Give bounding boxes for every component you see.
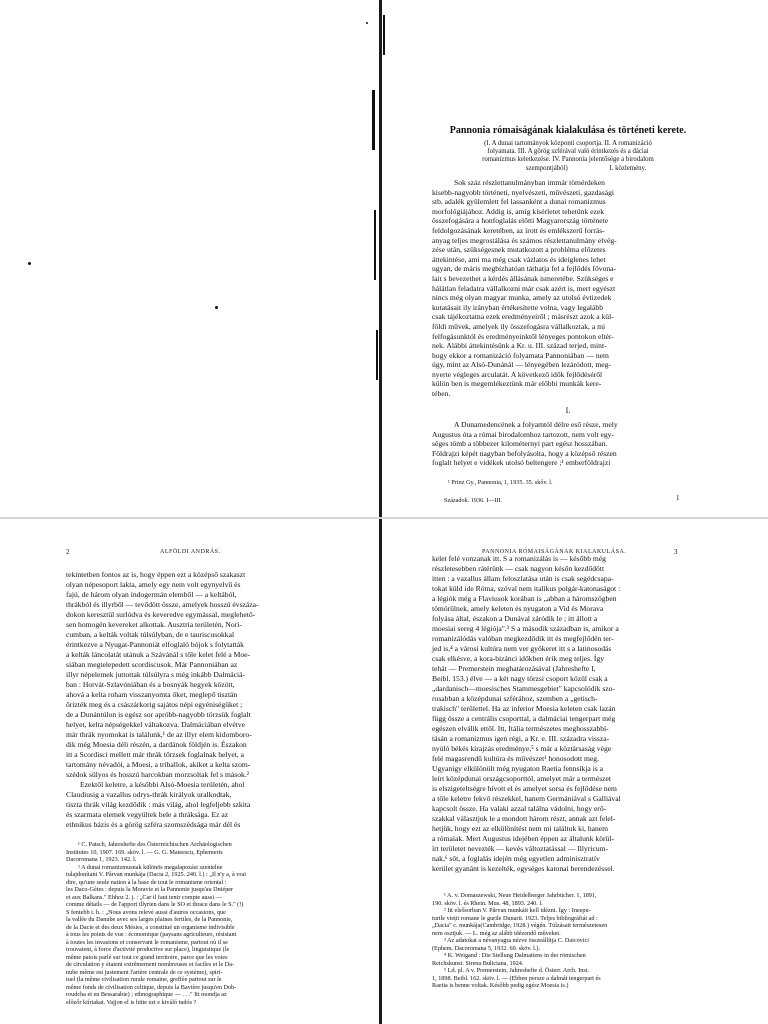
footnote-line: tulajdonítani V. Pârvan munkája (Dacia 2, 1925. 240. l.) : „Il n'y a, à vrai [66, 871, 246, 878]
text-line: olyan népesoport lakta, amely egy nem volt egynyelvű és [66, 580, 241, 589]
text-line: fajú, de három olyan indogermán elemből — a keltából, [66, 590, 237, 599]
text-line: tartomány névadói, a Moesi, a triballok, akiket a kelta szom- [66, 760, 251, 769]
footnote-line: nube même est justement l'artère centrale de ce système), spiri- [66, 968, 223, 976]
text-line: külön ben is megemlékeztünk már előbbi munkák kere- [432, 379, 602, 389]
text-line: földi művek, amelyek ily összefogásra vállalkoztak, a mi [432, 321, 606, 331]
text-line: egészen elválik ettől. Itt, Itália természetes meghosszabbí- [432, 724, 609, 733]
text-line: thrákból és illyrből — tevődött össze, amelyek hosszú évszáza- [66, 600, 259, 609]
subtitle-line: romanizmus keletkezése. IV. Pannonia jelentősége a birodalom [482, 156, 654, 164]
text-line: siában megtelepedett scordiscusok. Már Pannoniában az [66, 660, 238, 669]
article-subtitle [432, 140, 704, 173]
footnote-line: ¹ C. Patsch, Jahreshefte des Österreichischen Archäologischen [78, 841, 232, 848]
text-line: a tőle keletre fekvő részekkel, hanem Germániával s Galliával [432, 794, 621, 803]
text-line: kelet felé vonzanak itt. S a romanizálás is — később még [432, 554, 606, 563]
footnote-line: les Daco-Gètes : depuis la Moravie et la Pannonie jusqu'au Dniéper [66, 886, 234, 893]
text-line: dokon keresztül surlódva és keveredve egymással, meglehető- [66, 610, 256, 619]
text-line: leírt középdunai országcsoporttól, amelyet már a természet [432, 774, 612, 783]
text-line: ugyan, de máris megbízhatóan tárhatja fel a fejlődés fővona- [432, 264, 617, 274]
text-line: itt a Scordisci mellett már thrák törzsek foglalnak helyet, a [66, 750, 244, 759]
footnote-line: dire, qu'une seule nation à la base de tout le romanisme oriental : [66, 878, 227, 886]
text-line: tásán a romanizmus igen régi, a Kr. e. III. századra vissza- [432, 734, 610, 743]
text-line: Sok száz részlettanulmányban immár tömérdeken [454, 178, 605, 187]
text-line: csak elkésve, a kora-bizánci időkben érik meg teljes. Így [432, 654, 605, 663]
text-line: feldolgozásának keretében, az írott és emlékszerű forrás- [432, 225, 605, 235]
body-text [66, 570, 368, 830]
page-number: 2 [66, 548, 70, 556]
section-paragraph [432, 420, 704, 468]
footnote-line: 190. sköv. l. és Rhein. Mus. 48, 1893. 240. l. [432, 899, 543, 907]
text-line: moesiai sereg 4 légiója".³ S a második században is, amikor a [432, 624, 619, 633]
text-line: stb. adalék gyülemlett fel lassanként a dunai romanizmus [432, 197, 606, 207]
text-line: Ugyanígy elkülönült még nyugaton Raetia fennsíkja is a [432, 764, 604, 773]
text-line: is elszigeteltségre hívott el és amelyet sorsa és fejlődése nem [432, 784, 617, 793]
text-line: kerület gyanánt is kezelték, egységes katonai berendezéssel. [432, 864, 615, 873]
text-line: Augustus óta a római birodalomhoz tartozott, nem volt egy- [432, 429, 614, 439]
text-line: helyet, kelta népségekkel váltakozva. Dalmáciában elvétve [66, 720, 246, 729]
text-line: cumban, a kelták voltak túlsúlyban, de e tauriscusokkal [66, 630, 235, 639]
text-line: jed is,⁴ a városi kultúra nem ver gyökeret itt s a latinosodás [432, 644, 612, 653]
page-three [384, 518, 768, 1024]
scan-speck [366, 22, 368, 24]
text-line: csak tájékoztatna ezek eredményeiről ; másrészt azok a kül- [432, 312, 614, 322]
text-line: Ezektől keletre, a későbbi Alsó-Moesia területén, ahol [80, 780, 245, 789]
text-line: őrizték meg és a császárkorig sajátos népi egyéniségüket ; [66, 700, 243, 709]
footnotes [432, 892, 732, 990]
text-line: folyása által, északon a Dunával záródik le ; itt állott a [432, 614, 598, 623]
footnote-line: de circulation y étaient extrêmement nombreuses et faciles et le Da- [66, 961, 235, 968]
subtitle-line: szempontjából) [525, 164, 568, 172]
running-header: ALFÖLDI ANDRÁS. [160, 549, 221, 555]
text-line: „dardanisch—moesisches Stammesgebiet" kapcsolódik szo- [432, 684, 615, 693]
footnote-line: la vallée du Danube avec ses larges plaines fertiles, de la Pannonie, [66, 916, 233, 923]
scan-speck [28, 262, 31, 265]
text-line: ahová a kelta roham visszanyomta őket, meglepő tisztán [66, 690, 238, 699]
text-line: írt területet nevezték — kevés változtatással — Illyricum- [432, 844, 609, 853]
text-line: a légiók még a Flaviusok korában is „abban a háromszögben [432, 594, 617, 603]
text-line: tömörülnek, amely keleten és nyugaton a Vid és Morava [432, 604, 604, 613]
intro-paragraph [432, 178, 704, 399]
page-two [0, 518, 384, 1024]
text-line: dik még Moesia déli részén, a dardánok földjén is. Északon [66, 740, 247, 749]
text-line: foglalt helyet e vidékek utolsó beltengere ;¹ emberföldrajzi [432, 458, 611, 468]
subtitle-line: folyamata. III. A görög szférával való érintkezés és a dáciai [487, 148, 649, 156]
text-line: hogy ekkor a romanizáció folyamata Pannoniában — nem [432, 350, 609, 360]
footnote-line: comme détails — de l'apport illyrien dans le SO et thrace dans le S." (!) [66, 901, 244, 908]
text-line: anyag teljes megrostálása és számos részlettanulmány elvég- [432, 235, 617, 245]
text-line: úgy, mint az Alsó-Dunánál — lényegében lezáródott, meg- [432, 360, 611, 370]
text-line: Földrajzi képét nagyban befolyásolta, hogy a középső részen [432, 448, 617, 458]
page-divider [0, 517, 768, 519]
text-line: tében. [432, 389, 451, 399]
text-line: morfológiájához. Addig is, amíg kísérletet tehetünk ezek [432, 206, 605, 216]
footnote-line: et aux Balkans." Ehhoz 2. j. : „Car il faut tenir compte aussi — [66, 893, 222, 901]
footnote-line: trouvaient, à force d'activité productive sur place), linguistique (le [66, 946, 230, 953]
footnote-line: ⁵ Ld. pl. A v. Premerstein, Jahreshefte d. Österr. Arch. Inst. [444, 967, 590, 974]
scan-streak [376, 330, 378, 380]
text-line: részletesebben rátérünk — csak nagyon későn kezdődött [432, 564, 605, 573]
text-line: kisebb-nagyobb történeti, nyelvészeti, művészeti, gazdasági [432, 187, 614, 197]
text-line: Beibl. 153.) élve — a két nagy törzsi csoport közül csak a [432, 674, 608, 683]
footnote-line: Dacoromana 1, 1923. 142. l. [66, 856, 137, 863]
section-numeral: I. [565, 406, 571, 415]
footnote-line: Reichskunst. Strena Buliciana, 1924. [432, 959, 524, 967]
text-line: rosabban a középdunai szférához, szemben a „getisch- [432, 694, 598, 703]
text-line: a kelták láncolatát utánuk a Szávánál s tőle kelet felé a Moe- [66, 650, 251, 659]
text-line: kapcsolt össze. Ha valaki azzal találna vádolni, hogy erő- [432, 804, 607, 813]
text-line: illyr népelemek juttottak túlsúlyra s még inkább Dalmáciá- [66, 670, 246, 679]
page-number: 3 [674, 548, 678, 556]
footnote-line: turile vieții romane le gurile Dunarii. 1923. Teljes bibliográfiát ad : [432, 914, 598, 922]
footnote-line: à tous les points de vue : économique (paysans agriculteurs, résistant [66, 931, 237, 938]
footnote-line: même fonds de civilisation celtique, depuis la Bavière jusqu'en Dob- [66, 983, 237, 991]
footnote-line: előzőr kiírtakat. Vajjon el is hitte ezt e kiváló tudós ? [66, 998, 197, 1006]
text-line: nincs még olyan magyar munka, amely az utolsó évtizedek [432, 293, 612, 303]
text-line: a rómaiak. Mert Augustus idejében éppen az általunk körül- [432, 834, 614, 843]
text-line: tekintetben fontos az is, hogy éppen ezt a középső szakaszt [66, 570, 246, 579]
article-title: Pannonia rómaiságának kialakulása és történeti kerete. [449, 125, 687, 136]
text-line: tiszta thrák világ kezdődik : más világ, ahol legfeljebb szkita [66, 800, 251, 809]
footnote-line: (Ephem. Dacoromana 5, 1932. 60. sköv. l.). [432, 944, 541, 952]
text-line: már thrák nyomokat is találunk,¹ de az illyr elem kidomboro- [66, 730, 252, 739]
text-line: felé magasrendű kultúra és művészet¹ honosodott meg. [432, 754, 599, 763]
text-line: kutatásait ily irányban értékesítette volna, vagy legalább [432, 302, 604, 312]
text-line: áttekintése, ami ma még csak vázlatos és ideiglenes lehet [432, 254, 606, 264]
footnote-line: 1, 1898. Beibl. 162. sköv. l. — (Ebben persze a dalmát tengerpart és [432, 974, 601, 982]
footnote-line: ³ Az adatokat a névanyagra nézve összeállítja C. Daicovici [444, 937, 589, 944]
page-number: 1 [676, 494, 680, 502]
text-line: hálátlan feladatra vállalkozni már csak azért is, mert egyészt [432, 283, 616, 293]
footnote: ¹ Prinz Gy., Pannonia, 1, 1935. 35. skőv. l. [448, 479, 553, 486]
text-line: ethnikus bázis és a görög szféra szomszédsága már dél és [66, 820, 241, 829]
text-line: szédok sülyos és hosszú harcokban morzsoltak fel s mások.² [66, 770, 250, 779]
footnote-line: roudcha et en Bessarabie) ; ethnographique — . . ." Itt mondja az [66, 991, 227, 998]
footnote-line: ¹ A. v. Domaszewski, Neue Heidelberger Jahrbücher. 1, 1891, [444, 892, 597, 899]
text-line: ban : Horvát-Szlavóniában és a bosnyák hegyek között, [66, 680, 235, 689]
body-text [432, 554, 732, 874]
footnote-line: S fentebb i. h. : „Nous avons relevé aussi d'autres occasions, que [66, 908, 226, 916]
text-line: A Dunamedencének a folyamtól délre eső része, mely [454, 420, 618, 429]
footnote-line: Institutes 10, 1907. 169. sköv. l. — G. G. Mateescu, Ephemeris [66, 848, 223, 856]
text-line: függ össze a centrális csoporttal, a dalmáciai tengerpart még [432, 714, 616, 723]
text-line: összefogására a honfoglalás előtti Magyarország története [432, 216, 609, 226]
footnote-line: ² Itt elsősorban V. Pârvan munkáit kell idézni. Így : Ineepu- [444, 907, 591, 914]
footnote-line: à toutes les invasions et conservant le romanisme, partout où il se [66, 938, 228, 946]
scan-speck [215, 306, 218, 309]
scan-streak [372, 90, 375, 150]
text-line: nyerte végleges arculatát. A következő idők fejlődéséről [432, 369, 603, 379]
footnote-line: ² A dunai romanizmusnak különös megalapozást szentelne [78, 863, 223, 871]
footnotes [66, 841, 368, 1006]
text-line: lait s bevezethet a kérdés állásának ismeretébe. Szükséges e [432, 273, 614, 283]
footnote-line: Raetia is benne voltak. Később pedig egész Moesia is.) [432, 982, 569, 989]
footnote-line: de la Dacie et des deux Mésies, a constitué un organisme indivisible [66, 923, 235, 931]
text-line: romanizálódás valóban megkezdődik itt és megfejlődén ter- [432, 634, 614, 643]
installment-label: I. közlemény. [609, 164, 647, 172]
text-line: felfogásunktól és eredményeinktől lényeges pontokon eltér- [432, 331, 614, 341]
text-line: érintkezve a Nyugat-Pannoniát elfoglaló bójok s folytatták [66, 640, 244, 649]
text-line: séges tömb a többezer kilométernyi part egész hosszában. [432, 439, 608, 449]
text-line: de a Dunántúlon is egész sor apróbb-nagyobb törzsük foglalt [66, 710, 251, 719]
text-line: nak,⁶ sőt, a foglalás idején még egyetlen adminisztratív [432, 854, 600, 863]
subtitle-line: (I. A dunai tartományok központi csoportja. II. A romanizáció [484, 140, 652, 147]
footnote-line: ⁴ K. Weigand : Die Stellung Dalmatiens in der römischen [444, 952, 586, 959]
text-line: nek. Alábbi áttekintésünk a Kr. u. III. század terjed, mint- [432, 341, 607, 351]
footnote-line: nem osztjuk. — L. még az alább idézendő műveket. [432, 929, 561, 937]
text-line: tehát — Premerstein meghatározásával (Jahreshefte I, [432, 664, 596, 673]
footnote-line: „Dacia" c. munkája(Cambridge, 1928.) végén. Túlzásait természetesen [432, 922, 608, 929]
text-line: nyúló békés kirajzás eredménye,⁵ s már a köztársaság vége [432, 744, 612, 753]
spine-divider [379, 0, 382, 1024]
text-line: sen homogén kevereket alkottak. Ausztria területén, Nori- [66, 620, 242, 629]
text-line: zése után, szükségesnek mutatkozott a probléma előzetes [432, 245, 606, 255]
text-line: trakisch" területtel. Ha az inferior Moesia keleten csak lazán [432, 704, 616, 713]
running-header: PANNONIA RÓMAISÁGÁNAK KIALAKULÁSA. [482, 549, 627, 555]
text-line: Claudiusig a vazallus odrys-thrák királyok uralkodtak, [66, 790, 232, 799]
journal-line: Századok. 1936. I—III. [444, 497, 503, 504]
footnote-line: tuel (la même civilisation rurale romaine, greffée partout sur le [66, 976, 222, 983]
footnote-line: même patois parlé sur tout ce grand territoire, parce que les voies [66, 953, 228, 961]
text-line: itten : a vazallus állam feloszlatása után is csak segédcsapa- [432, 574, 614, 583]
scan-streak [374, 210, 376, 280]
text-line: tokat küld ide Róma, szóval nem italikus polgár-katonaságot : [432, 584, 621, 593]
text-line: hetjük, hogy ezt az elkülönítést nem mi találtuk ki, hanem [432, 824, 609, 833]
text-line: és szarmata elemek vegyültek bele a thráksága. Ez az [66, 810, 229, 819]
scan-streak [383, 15, 385, 55]
text-line: szakkal választjuk le a mondott három részt, annak azt felel- [432, 814, 616, 823]
